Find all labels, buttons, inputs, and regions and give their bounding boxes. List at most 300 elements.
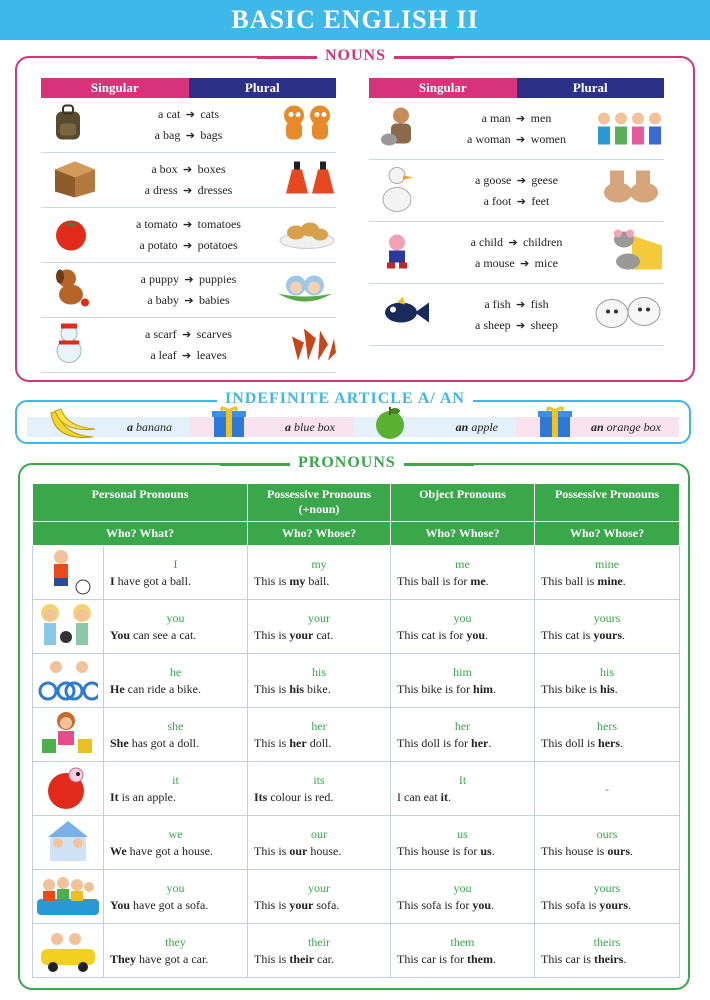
noun-pairs — [111, 159, 266, 201]
noun-row — [41, 98, 336, 153]
example-sentence — [254, 734, 384, 752]
arrow-icon: ➔ — [184, 274, 194, 286]
pronoun-word: ours — [596, 826, 618, 841]
article-noun: apple — [471, 420, 498, 434]
table-row — [33, 816, 680, 870]
pronoun-word: hers — [597, 718, 618, 733]
plural-label: Plural — [517, 78, 665, 98]
pronoun-word: she — [167, 718, 184, 733]
plural-form: potatoes — [197, 238, 238, 252]
noun-pairs — [439, 294, 594, 336]
plural-form: leaves — [196, 348, 227, 362]
sentence-end: . — [493, 951, 496, 966]
sentence-start: This cat is for — [397, 627, 467, 642]
sentence-end: have got a car. — [136, 951, 209, 966]
plural-form: bags — [200, 128, 223, 142]
pronoun-cell — [535, 870, 680, 924]
subheader-personal: Who? What? — [33, 522, 248, 546]
singular-form: a dress — [144, 183, 178, 197]
article-item — [353, 417, 516, 437]
singular-form: a box — [151, 162, 178, 176]
pronoun-cell — [535, 654, 680, 708]
sentence-end: doll. — [306, 735, 332, 750]
sentence-end: . — [493, 681, 497, 696]
sentence-pronoun: They — [110, 951, 137, 966]
article-noun: orange box — [606, 420, 661, 434]
arrow-icon: ➔ — [516, 133, 526, 146]
arrow-icon: ➔ — [516, 195, 526, 208]
noun-pair-line — [111, 180, 266, 201]
apple-worm-icon — [33, 762, 104, 816]
sentence-start: This is — [254, 897, 290, 912]
example-sentence — [541, 896, 673, 914]
example-sentence — [397, 626, 528, 644]
pronouns-title: PRONOUNS — [290, 454, 404, 472]
sentence-start: This house is for — [397, 843, 481, 858]
sentence-pronoun: We — [110, 843, 127, 858]
pronoun-word: your — [308, 880, 331, 895]
sentence-start: This ball is for — [397, 573, 471, 588]
pronoun-cell — [391, 546, 535, 600]
sentence-start: This cat is — [541, 627, 594, 642]
noun-row — [369, 284, 664, 346]
arrow-icon: ➔ — [183, 185, 193, 197]
cats-icon — [280, 102, 336, 149]
noun-pairs — [111, 214, 266, 256]
plural-form: cats — [200, 107, 219, 121]
pronoun-word: they — [165, 934, 186, 949]
boy-football-icon — [33, 546, 104, 600]
sentence-start: This sofa is for — [397, 897, 473, 912]
women-icon — [594, 106, 664, 151]
sentence-start: This is — [254, 735, 290, 750]
sentence-start: This ball is — [541, 573, 598, 588]
article-band — [27, 417, 679, 437]
sentence-pronoun: He — [110, 681, 125, 696]
sentence-pronoun: his — [600, 681, 615, 696]
example-sentence — [254, 950, 384, 968]
pronoun-word: I — [173, 556, 178, 571]
noun-pair-line — [111, 324, 266, 345]
pronoun-cell — [248, 870, 391, 924]
sentence-end: is an apple. — [118, 789, 176, 804]
noun-pair-line — [111, 345, 266, 366]
pronoun-cell — [391, 654, 535, 708]
pronoun-cell — [535, 924, 680, 978]
sentence-start: This bike is — [541, 681, 601, 696]
fish-icon — [379, 294, 429, 335]
article-text — [285, 417, 335, 437]
pronoun-word: yours — [593, 880, 621, 895]
noun-pair-line — [111, 214, 266, 235]
example-sentence — [254, 788, 384, 806]
pronoun-cell — [535, 708, 680, 762]
pronoun-word: their — [308, 934, 331, 949]
noun-row — [369, 222, 664, 284]
sentence-pronoun: him — [473, 681, 494, 696]
plural-form: women — [530, 131, 566, 146]
example-sentence — [541, 950, 673, 968]
noun-pair-line — [439, 315, 594, 336]
sentence-end: . — [630, 843, 634, 858]
sentence-end: ball. — [305, 573, 330, 588]
pronoun-cell — [104, 654, 248, 708]
arrow-icon: ➔ — [516, 298, 526, 311]
sentence-end: . — [614, 681, 618, 696]
sentence-end: have got a house. — [126, 843, 213, 858]
example-sentence — [110, 680, 241, 698]
pronoun-word: us — [457, 826, 468, 841]
apple-icon — [373, 405, 407, 446]
pronoun-cell — [391, 816, 535, 870]
pronoun-cell — [535, 600, 680, 654]
boy-bike-icon — [33, 654, 104, 708]
article-word: a — [127, 420, 133, 434]
table-row — [33, 924, 680, 978]
sentence-end: . — [622, 573, 626, 588]
mice-icon — [606, 225, 664, 280]
singular-form: a baby — [147, 293, 179, 307]
pronouns-table — [32, 483, 680, 978]
nouns-right-column — [369, 78, 664, 346]
sentence-end: cat. — [313, 627, 334, 642]
gift-box-icon — [210, 405, 248, 444]
article-section — [15, 390, 691, 444]
pronoun-cell — [535, 816, 680, 870]
table-header-row — [33, 484, 680, 522]
example-sentence — [254, 626, 384, 644]
sentence-pronoun: them — [467, 951, 493, 966]
pronoun-cell — [104, 762, 248, 816]
box-icon — [51, 158, 99, 203]
sentence-start: This doll is for — [397, 735, 472, 750]
sentence-end: bike. — [304, 681, 331, 696]
pronoun-word: he — [169, 664, 182, 679]
sentence-end: . — [628, 897, 632, 912]
article-item — [190, 417, 353, 437]
pronoun-cell — [248, 600, 391, 654]
sentence-pronoun: our — [289, 843, 308, 858]
article-noun: blue box — [294, 420, 335, 434]
noun-row — [369, 160, 664, 222]
subheader-object: Who? Whose? — [391, 522, 535, 546]
noun-pairs — [111, 269, 266, 311]
example-sentence — [541, 572, 673, 590]
sentence-pronoun: it — [440, 789, 448, 804]
arrow-icon: ➔ — [516, 112, 526, 125]
article-word: an — [590, 420, 604, 434]
plural-form: tomatoes — [197, 217, 241, 231]
sentence-end: . — [488, 735, 492, 750]
singular-form: a woman — [467, 131, 511, 146]
sheep-icon — [592, 291, 664, 338]
sentence-end: . — [620, 735, 624, 750]
backpack-icon — [51, 104, 85, 147]
example-sentence — [397, 896, 528, 914]
sentence-pronoun: his — [289, 681, 305, 696]
noun-pair-line — [439, 170, 594, 191]
example-sentence — [541, 680, 673, 698]
sentence-end: . — [485, 573, 489, 588]
singular-form: a foot — [483, 193, 512, 208]
table-row — [33, 546, 680, 600]
noun-pair-line — [111, 125, 266, 146]
noun-pair-line — [439, 232, 594, 253]
sentence-pronoun: You — [110, 897, 131, 912]
sentence-pronoun: my — [289, 573, 306, 588]
plural-form: boxes — [197, 162, 226, 176]
pronoun-cell — [248, 924, 391, 978]
noun-row — [41, 208, 336, 263]
article-text — [127, 417, 172, 437]
pronoun-word: my — [311, 556, 327, 571]
sentence-start: This bike is for — [397, 681, 474, 696]
sentence-end: . — [448, 789, 451, 804]
sentence-end: can see a cat. — [130, 627, 197, 642]
feet-icon — [598, 168, 664, 213]
sentence-pronoun: yours — [593, 627, 623, 642]
header-object: Object Pronouns — [391, 484, 535, 522]
example-sentence — [110, 572, 241, 590]
table-row — [33, 762, 680, 816]
example-sentence — [110, 950, 241, 968]
children-cat-icon — [33, 600, 104, 654]
pronoun-word: theirs — [593, 934, 621, 949]
sentence-end: car. — [314, 951, 335, 966]
goose-icon — [379, 163, 415, 218]
pronoun-cell — [391, 762, 535, 816]
example-sentence — [254, 572, 384, 590]
pronoun-word: yours — [593, 610, 621, 625]
sentence-pronoun: me — [470, 573, 486, 588]
leaves-icon — [288, 323, 336, 368]
noun-pair-line — [439, 294, 594, 315]
plural-form: fish — [530, 296, 549, 311]
arrow-icon: ➔ — [516, 174, 526, 187]
plural-form: dresses — [197, 183, 233, 197]
potatoes-icon — [278, 215, 336, 256]
dresses-icon — [284, 158, 336, 203]
child-icon — [379, 230, 415, 275]
nouns-header — [41, 78, 336, 98]
sentence-start: This car is — [541, 951, 595, 966]
article-title: INDEFINITE ARTICLE A/ AN — [217, 390, 473, 408]
pronoun-cell — [104, 924, 248, 978]
pronoun-word: we — [168, 826, 183, 841]
pronoun-word: her — [454, 718, 471, 733]
sentence-pronoun: your — [289, 897, 314, 912]
sentence-start: This is — [254, 681, 290, 696]
plural-form: scarves — [196, 327, 232, 341]
noun-pair-line — [111, 235, 266, 256]
pronoun-cell — [104, 546, 248, 600]
sentence-start: This is — [254, 951, 290, 966]
table-row — [33, 654, 680, 708]
example-sentence — [541, 842, 673, 860]
noun-pair-line — [111, 269, 266, 290]
sentence-pronoun: you — [472, 897, 492, 912]
pronoun-word: her — [311, 718, 327, 733]
sentence-pronoun: hers — [598, 735, 621, 750]
sentence-end: have got a ball. — [114, 573, 191, 588]
pronoun-word: It — [458, 772, 467, 787]
example-sentence — [110, 626, 241, 644]
puppy-icon — [51, 267, 91, 314]
pronouns-section — [18, 454, 690, 990]
example-sentence — [110, 842, 241, 860]
singular-form: a mouse — [475, 255, 515, 270]
noun-pairs — [439, 232, 594, 274]
article-word: a — [285, 420, 291, 434]
noun-pairs — [111, 324, 266, 366]
noun-pair-line — [439, 191, 594, 212]
pronoun-cell — [104, 816, 248, 870]
arrow-icon: ➔ — [516, 319, 526, 332]
arrow-icon: ➔ — [182, 329, 192, 341]
noun-row — [41, 318, 336, 373]
sentence-start: This doll is — [541, 735, 599, 750]
singular-label: Singular — [369, 78, 517, 98]
gift-box-icon — [536, 405, 574, 444]
sentence-start: This car is for — [397, 951, 467, 966]
babies-icon — [274, 270, 336, 311]
pronoun-word: your — [308, 610, 331, 625]
article-noun: banana — [136, 420, 172, 434]
pronoun-cell — [104, 870, 248, 924]
header-possessive-noun: Possessive Pronouns (+noun) — [248, 484, 391, 522]
arrow-icon: ➔ — [183, 164, 193, 176]
pronoun-cell — [391, 870, 535, 924]
arrow-icon: ➔ — [182, 350, 192, 362]
sentence-start: This is — [254, 573, 290, 588]
subheader-possessive: Who? Whose? — [535, 522, 680, 546]
noun-pair-line — [111, 159, 266, 180]
plural-form: feet — [531, 193, 550, 208]
table-subheader-row — [33, 522, 680, 546]
sentence-pronoun: ours — [607, 843, 631, 858]
table-row — [33, 708, 680, 762]
arrow-icon: ➔ — [183, 219, 193, 231]
pronoun-word: mine — [595, 556, 620, 571]
singular-form: a sheep — [475, 317, 511, 332]
sentence-end: . — [622, 627, 626, 642]
singular-form: a man — [481, 110, 511, 125]
family-sofa-icon — [33, 870, 104, 924]
table-row — [33, 600, 680, 654]
sentence-start: This is — [254, 627, 290, 642]
sentence-pronoun: her — [471, 735, 489, 750]
pronoun-word: our — [311, 826, 328, 841]
plural-form: puppies — [198, 272, 237, 286]
pronoun-word: - — [605, 781, 610, 796]
sentence-end: have got a sofa. — [130, 897, 209, 912]
sentence-pronoun: us — [480, 843, 492, 858]
singular-form: a potato — [139, 238, 178, 252]
banana-icon — [47, 405, 97, 450]
plural-form: children — [523, 234, 563, 249]
pronoun-word: it — [172, 772, 179, 787]
pronoun-word: its — [313, 772, 325, 787]
example-sentence — [397, 950, 528, 968]
example-sentence — [397, 842, 528, 860]
sentence-end: can ride a bike. — [124, 681, 201, 696]
example-sentence — [397, 572, 528, 590]
arrow-icon: ➔ — [184, 295, 194, 307]
article-text — [591, 417, 661, 437]
sentence-pronoun: She — [110, 735, 129, 750]
noun-pair-line — [439, 253, 594, 274]
arrow-icon: ➔ — [520, 257, 530, 270]
example-sentence — [541, 626, 673, 644]
sentence-end: . — [485, 627, 489, 642]
plural-form: mice — [534, 255, 558, 270]
sentence-pronoun: theirs — [594, 951, 624, 966]
plural-label: Plural — [189, 78, 337, 98]
girl-doll-icon — [33, 708, 104, 762]
pronoun-cell — [248, 816, 391, 870]
nouns-header — [369, 78, 664, 98]
pronoun-word: you — [166, 880, 185, 895]
pronoun-cell — [104, 600, 248, 654]
noun-pair-line — [439, 129, 594, 150]
pronoun-cell — [535, 546, 680, 600]
article-item — [516, 417, 679, 437]
snowman-icon — [51, 321, 87, 370]
sentence-end: has got a doll. — [128, 735, 200, 750]
sentence-end: . — [623, 951, 627, 966]
sentence-pronoun: their — [289, 951, 315, 966]
noun-pair-line — [111, 104, 266, 125]
noun-pair-line — [111, 290, 266, 311]
pronoun-cell — [391, 708, 535, 762]
pronoun-cell — [248, 762, 391, 816]
nouns-title: NOUNS — [317, 47, 394, 65]
sentence-pronoun: Its — [254, 789, 268, 804]
pronoun-word: him — [453, 664, 472, 679]
example-sentence — [254, 842, 384, 860]
nouns-left-column — [41, 78, 336, 373]
man-icon — [379, 103, 419, 154]
sentence-pronoun: You — [110, 627, 131, 642]
page-title: BASIC ENGLISH II — [231, 5, 479, 34]
sentence-start: This house is — [541, 843, 608, 858]
singular-form: a bag — [154, 128, 181, 142]
noun-pairs — [439, 108, 594, 150]
singular-form: a fish — [484, 296, 511, 311]
noun-row — [369, 98, 664, 160]
sentence-end: sofa. — [313, 897, 340, 912]
tomato-icon — [51, 214, 91, 257]
noun-row — [41, 263, 336, 318]
sentence-pronoun: mine — [597, 573, 623, 588]
sentence-end: . — [491, 843, 495, 858]
singular-label: Singular — [41, 78, 189, 98]
pronoun-word: you — [166, 610, 185, 625]
singular-form: a goose — [475, 172, 512, 187]
noun-pairs — [111, 104, 266, 146]
sentence-pronoun: your — [289, 627, 314, 642]
header-personal: Personal Pronouns — [33, 484, 248, 522]
example-sentence — [110, 788, 241, 806]
article-word: an — [455, 420, 469, 434]
plural-form: men — [530, 110, 552, 125]
example-sentence — [254, 896, 384, 914]
family-car-icon — [33, 924, 104, 978]
article-text — [456, 417, 498, 437]
pronoun-cell — [391, 600, 535, 654]
pronoun-cell — [248, 654, 391, 708]
example-sentence — [110, 896, 241, 914]
